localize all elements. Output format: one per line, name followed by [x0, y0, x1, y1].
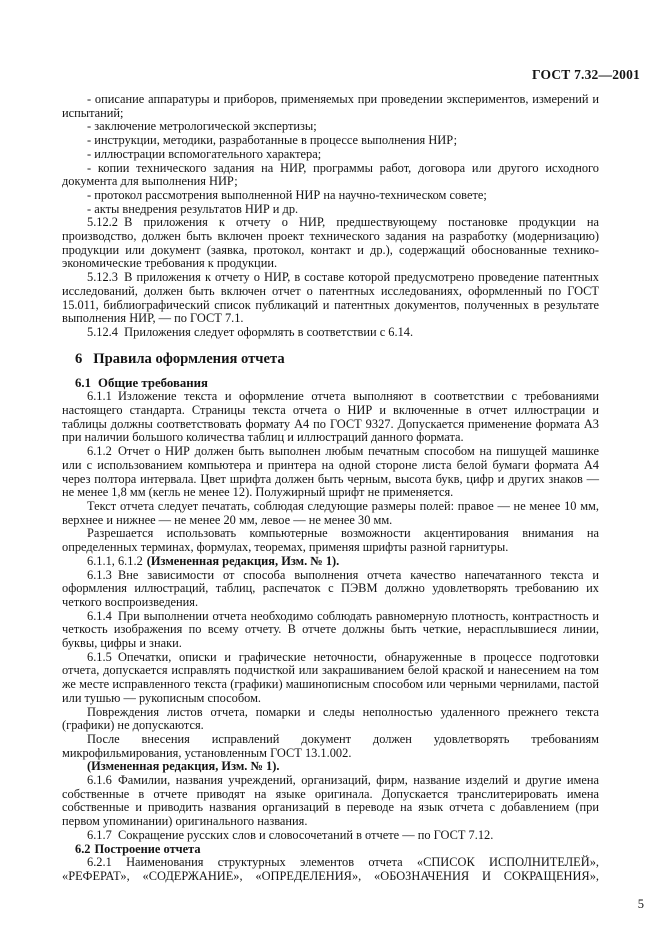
amendment-note-2: (Измененная редакция, Изм. № 1). — [87, 759, 280, 774]
subsection-title: Построение отчета — [94, 841, 201, 856]
amendment-note-text: (Измененная редакция, Изм. № 1). — [146, 553, 340, 568]
amendment-note-6-1-1-6-1-2 — [62, 555, 599, 569]
subsection-number: 6.1 — [75, 375, 91, 390]
paragraph-5-12-4: 5.12.4 Приложения следует оформлять в соответствии с 6.14. — [87, 324, 414, 339]
paragraph-6-1-2: 6.1.2 Отчет о НИР должен быть выполнен любым печатным способом на пишущей машинке или с использованием компьютера и принтера на одной стороне листа белой бумаги формата А4 через полтора интервала. Цвет шрифта должен быть черным, высота букв, цифр и других знаков — не менее 1,8 мм (кегль не менее 12). Полужирный шрифт не применяется. — [62, 444, 599, 500]
paragraph-5-12-2: 5.12.2 В приложения к отчету о НИР, предшествующему постановке продукции на производство, должен быть включен проект технического задания на разработку (модернизацию) продукции или документ (заявка, протокол, контакт и др.), содержащий обоснованные технико-экономические требования к продукции. — [62, 215, 599, 271]
list-item-instructions: - инструкции, методики, разработанные в процессе выполнения НИР; — [87, 133, 458, 148]
paragraph-5-12-3: 5.12.3 В приложения к отчету о НИР, в составе которой предусмотрено проведение патентных исследований, должен быть включен отчет о патентных исследованиях, оформленный по ГОСТ 15.011, библиографический список публикаций и патентных документов, полученных в результате выполнения НИР, — по ГОСТ 7.1. — [62, 270, 599, 326]
document-body — [62, 93, 599, 884]
paragraph-6-2-1: 6.2.1 Наименования структурных элементов отчета «СПИСОК ИСПОЛНИТЕЛЕЙ», «РЕФЕРАТ», «СОДЕРЖАНИЕ», «ОПРЕДЕЛЕНИЯ», «ОБОЗНАЧЕНИЯ И СОКРАЩЕНИЯ», — [62, 855, 599, 883]
paragraph-6-1-5-microfilm: После внесения исправлений документ должен удовлетворять требованиям микрофильмирования, установленным ГОСТ 13.1.002. — [62, 731, 599, 760]
amendment-clause-refs: 6.1.1, 6.1.2 — [87, 553, 143, 568]
paragraph-6-1-3: 6.1.3 Вне зависимости от способа выполнения отчета качество напечатанного текста и оформления иллюстраций, таблиц, распечаток с ПЭВМ должно удовлетворять требованию их четкого воспроизведения. — [62, 567, 599, 609]
list-item-apparatus: - описание аппаратуры и приборов, применяемых при проведении экспериментов, измерений и испытаний; — [62, 92, 599, 120]
paragraph-6-1-6: 6.1.6 Фамилии, названия учреждений, организаций, фирм, название изделий и другие имена собственные в отчете приводят на языке оригинала. Допускается транслитерировать имена собственные и приводить названия организаций в переводе на язык отчета с добавлением (при первом упоминании) оригинального названия. — [62, 773, 599, 829]
paragraph-6-1-1: 6.1.1 Изложение текста и оформление отчета выполняют в соответствии с требованиями настоящего стандарта. Страницы текста отчета о НИР и включенные в отчет иллюстрации и таблицы должны соответствовать формату А4 по ГОСТ 9327. Допускается применение формата А3 при наличии большого количества таблиц и иллюстраций данного формата. — [62, 389, 599, 445]
paragraph-6-1-7: 6.1.7 Сокращение русских слов и словосочетаний в отчете — по ГОСТ 7.12. — [87, 827, 494, 842]
paragraph-6-1-5-damages: Повреждения листов отчета, помарки и следы неполностью удаленного прежнего текста (графики) не допускаются. — [62, 704, 599, 733]
page-number: 5 — [637, 897, 644, 911]
subsection-heading-6-1 — [75, 377, 599, 391]
list-item-copies: - копии технического задания на НИР, программы работ, договора или другого исходного документа для выполнения НИР; — [62, 160, 599, 189]
subsection-heading-6-2 — [62, 843, 599, 857]
section-number: 6 — [75, 350, 83, 367]
paragraph-6-1-2-fonts: Разрешается использовать компьютерные возможности акцентирования внимания на определенных терминах, формулах, теоремах, применяя шрифты разной гарнитуры. — [62, 526, 599, 555]
list-item-expertise: - заключение метрологической экспертизы; — [87, 119, 317, 134]
section-heading-6 — [75, 351, 599, 368]
paragraph-6-1-5: 6.1.5 Опечатки, описки и графические неточности, обнаруженные в процессе подготовки отчета, допускается исправлять подчисткой или закрашиванием белой краской и нанесением на том же месте исправленного текста (графики) машинописным способом или черными чернилами, пастой или тушью — рукописным способом. — [62, 649, 599, 705]
list-item-protocol: - протокол рассмотрения выполненной НИР на научно-техническом совете; — [87, 187, 487, 202]
standard-reference: ГОСТ 7.32—2001 — [532, 67, 640, 82]
paragraph-6-1-4: 6.1.4 При выполнении отчета необходимо соблюдать равномерную плотность, контрастность и четкость изображения по всему отчету. В отчете должны быть четкие, нерасплывшиеся линии, буквы, цифры и знаки. — [62, 608, 599, 651]
list-item-illustrations: - иллюстрации вспомогательного характера; — [87, 146, 322, 161]
section-title: Правила оформления отчета — [93, 350, 285, 367]
paragraph-6-1-2-margins: Текст отчета следует печатать, соблюдая следующие размеры полей: правое — не менее 10 мм, верхнее и нижнее — не менее 20 мм, левое — не менее 30 мм. — [62, 498, 599, 527]
subsection-title: Общие требования — [98, 375, 208, 390]
subsection-number: 6.2 — [75, 841, 91, 856]
list-item-acts: - акты внедрения результатов НИР и др. — [87, 201, 299, 216]
